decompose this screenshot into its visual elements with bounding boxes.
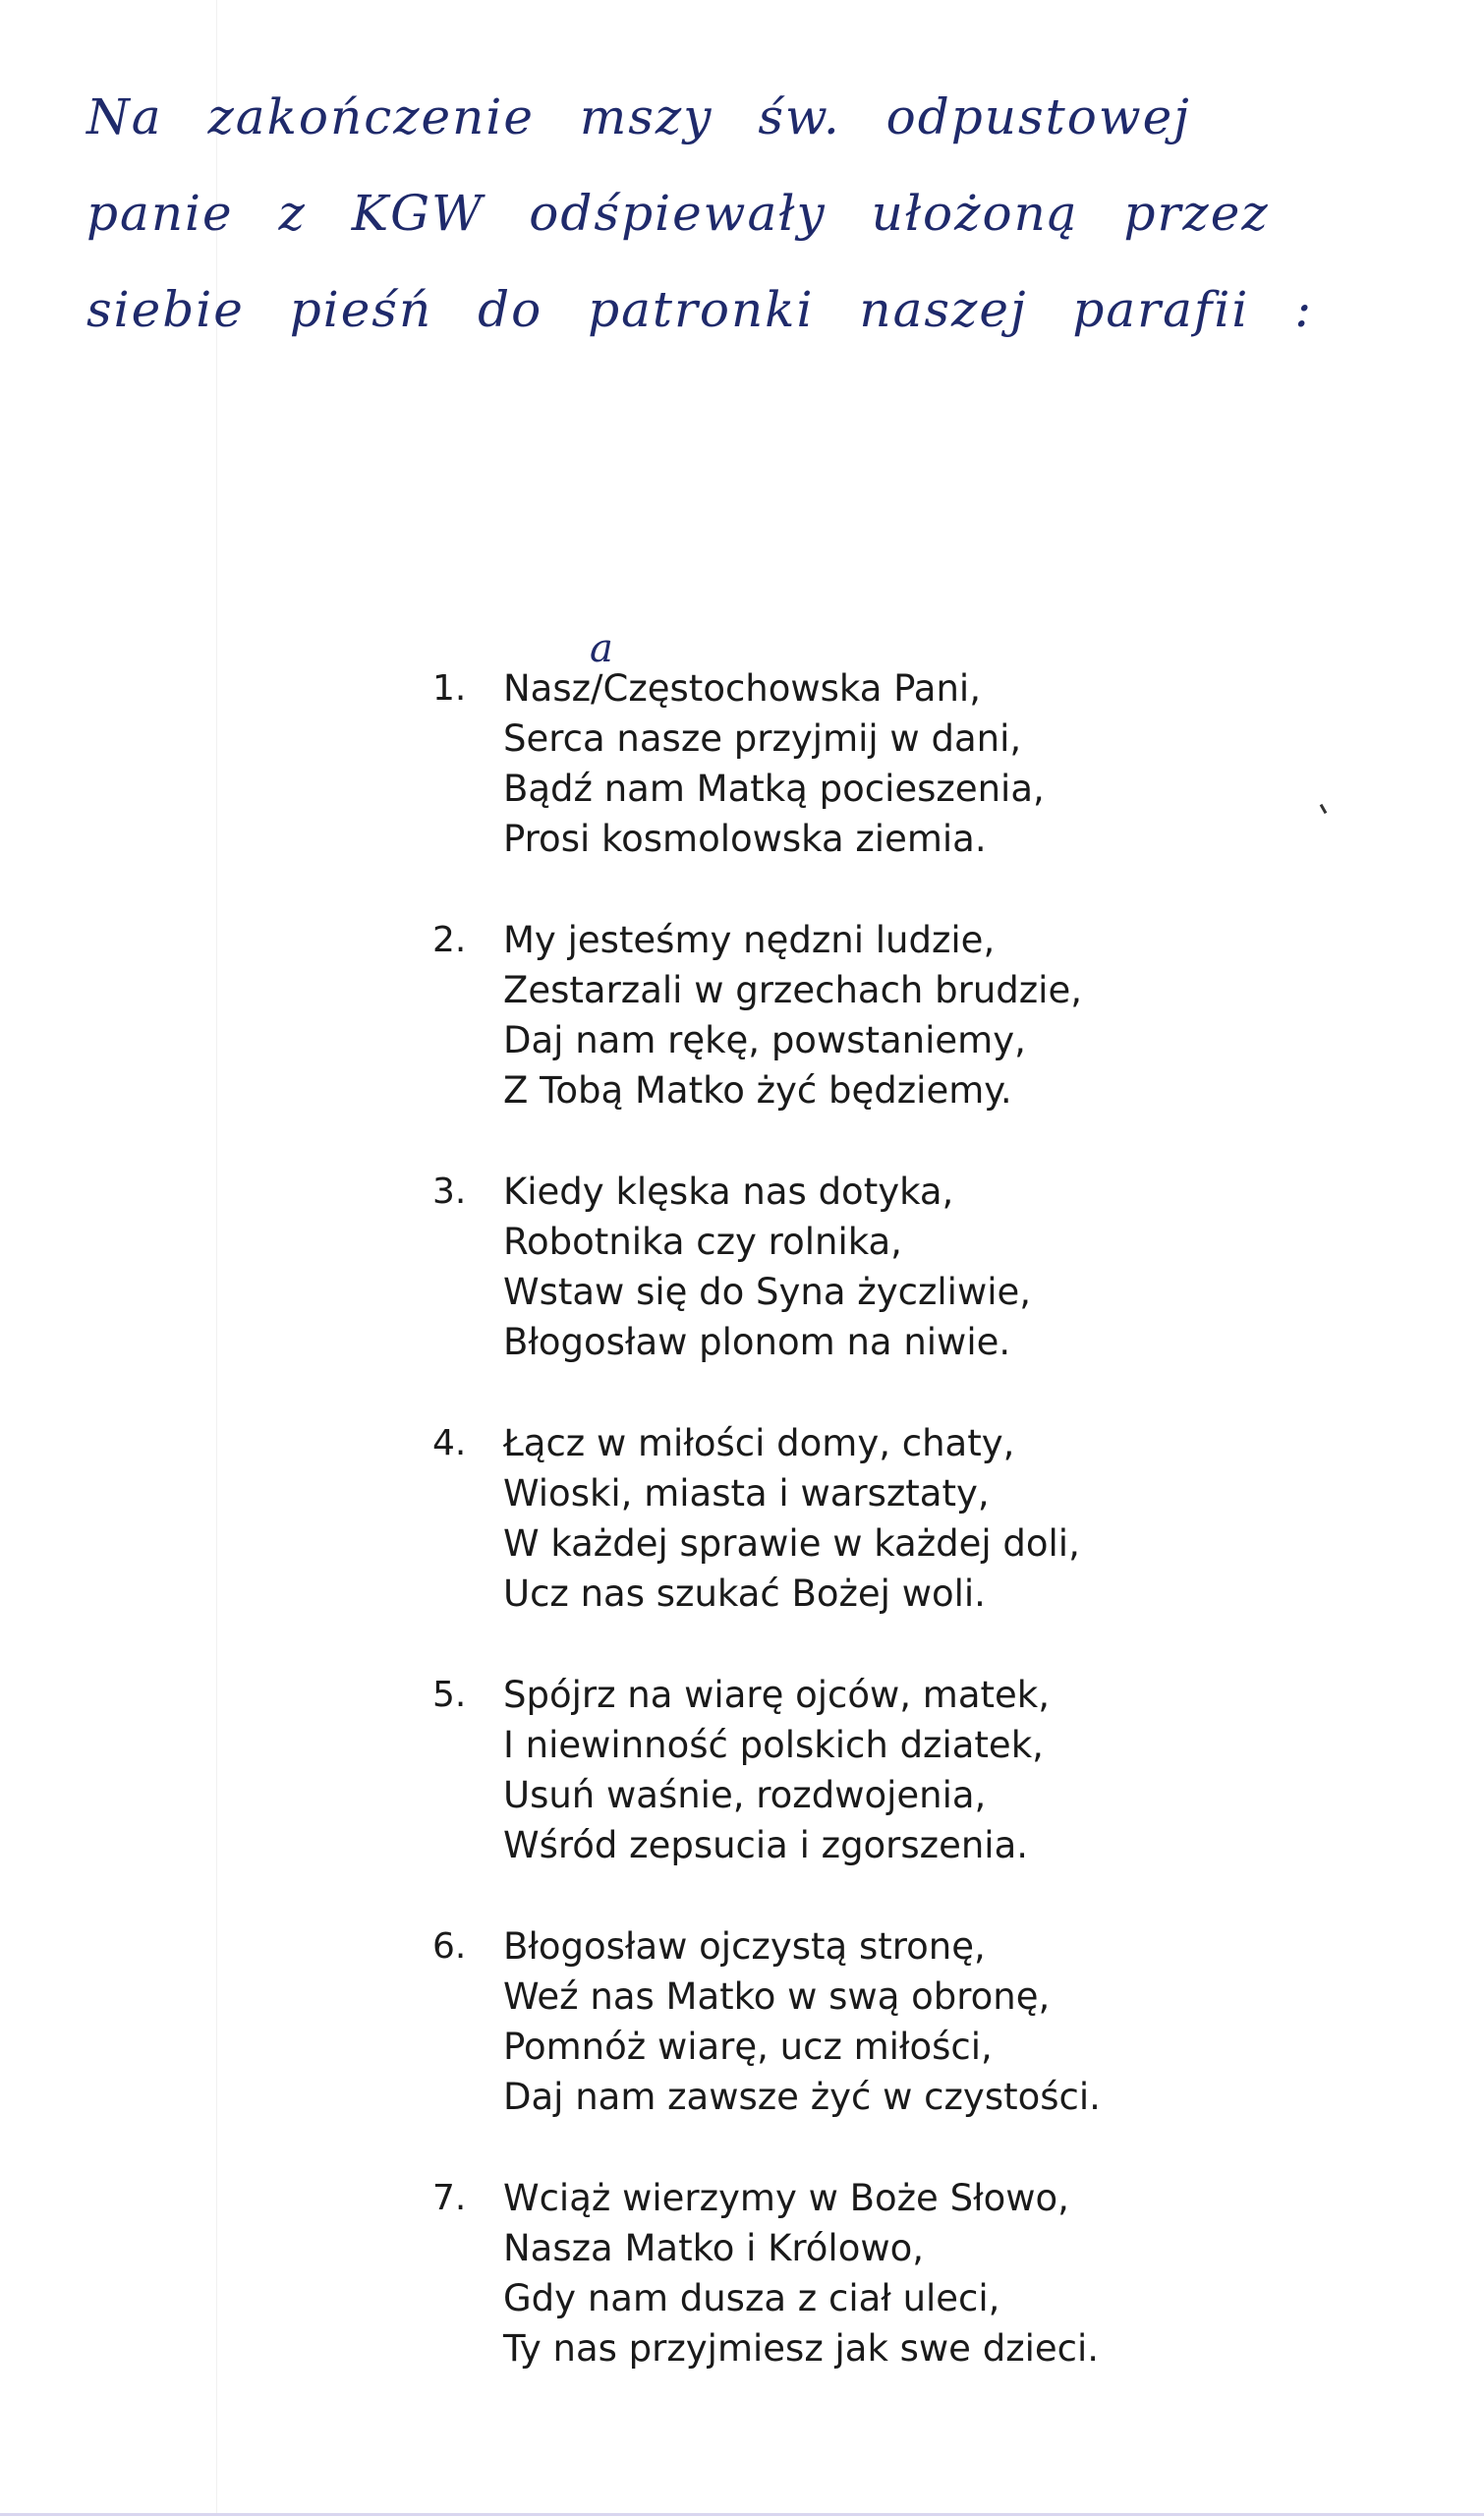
verse-line: I niewinność polskich dziatek, <box>503 1724 1044 1766</box>
verse-line: Spójrz na wiarę ojców, matek, <box>503 1674 1050 1716</box>
handwritten-line-3: siebie pieśń do patronki naszej parafii : <box>86 281 1314 338</box>
verse-line: Ucz nas szukać Bożej woli. <box>503 1572 986 1615</box>
verse-line: Prosi kosmolowska ziemia. <box>503 818 987 860</box>
stanza-lines <box>503 1921 1219 2122</box>
stanza-number: 5. <box>432 1675 467 1715</box>
verse-line: My jesteśmy nędzni ludzie, <box>503 919 996 961</box>
verse-line: Daj nam zawsze żyć w czystości. <box>503 2076 1101 2118</box>
verse-line: W każdej sprawie w każdej doli, <box>503 1522 1080 1565</box>
stanza-2 <box>432 915 1219 1115</box>
verse-line: Usuń waśnie, rozdwojenia, <box>503 1774 987 1816</box>
binding-fold-line <box>216 0 217 2516</box>
stanza-number: 4. <box>432 1423 467 1463</box>
stanza-4 <box>432 1418 1219 1619</box>
verse-line: Serca nasze przyjmij w dani, <box>503 717 1022 760</box>
verse-line: Pomnóż wiarę, ucz miłości, <box>503 2026 993 2068</box>
stanza-6 <box>432 1921 1219 2122</box>
verse-line: Wioski, miasta i warsztaty, <box>503 1472 990 1515</box>
stanza-1 <box>432 626 1219 864</box>
stanza-lines <box>503 1418 1219 1619</box>
verse-line: Błogosław ojczystą stronę, <box>503 1925 986 1968</box>
stanza-lines <box>503 1167 1219 1367</box>
stanza-number: 1. <box>432 668 467 709</box>
verse-line: Z Tobą Matko żyć będziemy. <box>503 1069 1012 1112</box>
stanza-lines <box>503 2173 1219 2373</box>
verse-line: Bądź nam Matką pocieszenia, <box>503 768 1045 810</box>
stray-pen-mark <box>1320 804 1328 814</box>
handwritten-correction: a <box>590 626 613 671</box>
verse-line: Wśród zepsucia i zgorszenia. <box>503 1824 1029 1866</box>
verse-line: Ty nas przyjmiesz jak swe dzieci. <box>503 2327 1100 2370</box>
stanza-5 <box>432 1670 1219 1870</box>
stanza-number: 2. <box>432 920 467 960</box>
verse-line: Błogosław plonom na niwie. <box>503 1321 1011 1363</box>
poem <box>432 626 1219 2425</box>
verse-line: Daj nam rękę, powstaniemy, <box>503 1019 1026 1061</box>
verse-line: Kiedy klęska nas dotyka, <box>503 1171 954 1213</box>
stanza-number: 6. <box>432 1926 467 1967</box>
verse-line: Gdy nam dusza z ciał uleci, <box>503 2277 1000 2319</box>
stanza-lines <box>503 1670 1219 1870</box>
stanza-7 <box>432 2173 1219 2373</box>
verse-line: Łącz w miłości domy, chaty, <box>503 1422 1015 1464</box>
verse-line: Nasz/Częstochowska Pani, <box>503 667 981 710</box>
verse-line: Wstaw się do Syna życzliwie, <box>503 1271 1032 1313</box>
stanza-3 <box>432 1167 1219 1367</box>
verse-line: Wciąż wierzymy w Boże Słowo, <box>503 2177 1069 2219</box>
stanza-number: 7. <box>432 2178 467 2218</box>
handwritten-note <box>86 69 1354 358</box>
verse-line: Zestarzali w grzechach brudzie, <box>503 969 1082 1011</box>
verse-line: Robotnika czy rolnika, <box>503 1221 902 1263</box>
handwritten-line-1: Na zakończenie mszy św. odpustowej <box>86 88 1191 145</box>
verse-line: Weź nas Matko w swą obronę, <box>503 1975 1051 2018</box>
handwritten-line-2: panie z KGW odśpiewały ułożoną przez <box>86 185 1270 242</box>
stanza-lines <box>503 915 1219 1115</box>
stanza-lines <box>503 663 1219 864</box>
stanza-number: 3. <box>432 1172 467 1212</box>
verse-line: Nasza Matko i Królowo, <box>503 2227 925 2269</box>
